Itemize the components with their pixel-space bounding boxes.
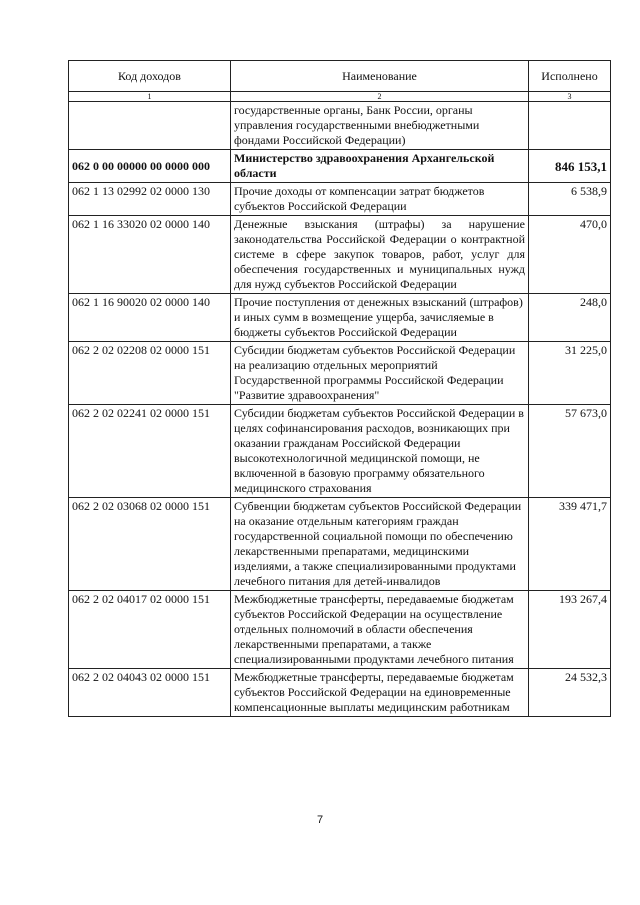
revenue-amount: 6 538,9 — [529, 183, 611, 216]
revenue-code: 062 2 02 02208 02 0000 151 — [69, 342, 231, 405]
table-row — [69, 591, 611, 669]
page-number: 7 — [316, 814, 324, 826]
revenue-name: Межбюджетные трансферты, передаваемые бюджетам субъектов Российской Федерации на единовременные компенсационные выплаты медицинским работникам — [231, 669, 529, 717]
revenue-name: Субсидии бюджетам субъектов Российской Федерации в целях софинансирования расходов, возникающих при оказании гражданам Российской Федерации высокотехнологичной медицинской помощи, не включенной в базовую программу обязательного медицинского страхования — [231, 405, 529, 498]
table-row-total — [69, 150, 611, 183]
revenue-name: Прочие поступления от денежных взысканий (штрафов) и иных сумм в возмещение ущерба, зачисляемые в бюджеты субъектов Российской Федерации — [231, 294, 529, 342]
revenue-name: Субвенции бюджетам субъектов Российской Федерации на оказание отдельным категориям граждан государственной социальной помощи по обеспечению лекарственными препаратами, медицинскими изделиями, а также специализированными продуктами лечебного питания для детей-инвалидов — [231, 498, 529, 591]
table-header-row — [69, 61, 611, 92]
revenue-code: 062 1 16 33020 02 0000 140 — [69, 216, 231, 294]
header-amount: Исполнено — [529, 61, 611, 92]
table-row — [69, 669, 611, 717]
table-row — [69, 498, 611, 591]
header-name: Наименование — [231, 61, 529, 92]
revenue-name: Межбюджетные трансферты, передаваемые бюджетам субъектов Российской Федерации на осуществление отдельных полномочий в области обеспечения лекарственными препаратами, а также специализированными продуктами лечебного питания — [231, 591, 529, 669]
revenue-code: 062 1 13 02992 02 0000 130 — [69, 183, 231, 216]
revenue-amount: 193 267,4 — [529, 591, 611, 669]
revenue-code: 062 0 00 00000 00 0000 000 — [69, 150, 231, 183]
table-row — [69, 216, 611, 294]
revenue-code: 062 1 16 90020 02 0000 140 — [69, 294, 231, 342]
revenue-amount: 57 673,0 — [529, 405, 611, 498]
revenue-name: Субсидии бюджетам субъектов Российской Федерации на реализацию отдельных мероприятий Государственной программы Российской Федерации "Развитие здравоохранения" — [231, 342, 529, 405]
revenue-name: государственные органы, Банк России, органы управления государственными внебюджетными фондами Российской Федерации) — [231, 102, 529, 150]
revenue-amount: 339 471,7 — [529, 498, 611, 591]
column-number-row — [69, 92, 611, 102]
revenue-table — [68, 60, 611, 717]
table-row — [69, 342, 611, 405]
table-row — [69, 102, 611, 150]
column-number: 3 — [529, 92, 611, 102]
revenue-amount: 248,0 — [529, 294, 611, 342]
revenue-code: 062 2 02 03068 02 0000 151 — [69, 498, 231, 591]
revenue-code: 062 2 02 04017 02 0000 151 — [69, 591, 231, 669]
revenue-amount: 31 225,0 — [529, 342, 611, 405]
revenue-name: Денежные взыскания (штрафы) за нарушение законодательства Российской Федерации о контрактной системе в сфере закупок товаров, работ, услуг для обеспечения государственных и муниципальных нужд для нужд субъектов Российской Федерации — [231, 216, 529, 294]
column-number: 2 — [231, 92, 529, 102]
revenue-code: 062 2 02 02241 02 0000 151 — [69, 405, 231, 498]
table-row — [69, 405, 611, 498]
revenue-name: Министерство здравоохранения Архангельской области — [231, 150, 529, 183]
revenue-amount: 24 532,3 — [529, 669, 611, 717]
table-row — [69, 294, 611, 342]
table-row — [69, 183, 611, 216]
revenue-name: Прочие доходы от компенсации затрат бюджетов субъектов Российской Федерации — [231, 183, 529, 216]
revenue-code: 062 2 02 04043 02 0000 151 — [69, 669, 231, 717]
revenue-amount: 846 153,1 — [529, 150, 611, 183]
revenue-amount: 470,0 — [529, 216, 611, 294]
revenue-code — [69, 102, 231, 150]
column-number: 1 — [69, 92, 231, 102]
header-code: Код доходов — [69, 61, 231, 92]
revenue-amount — [529, 102, 611, 150]
